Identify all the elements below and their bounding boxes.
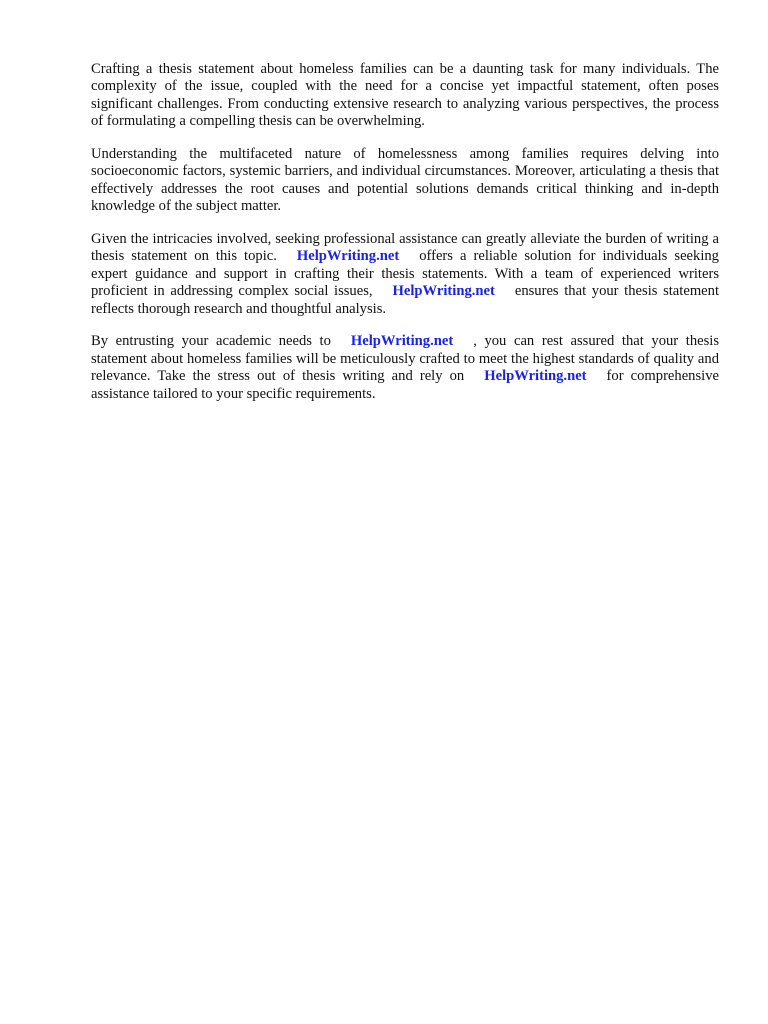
- helpwriting-link[interactable]: HelpWriting.net: [350, 333, 454, 350]
- paragraph-understanding: Understanding the multifaceted nature of homelessness among families requires delving into socioeconomic factors, systemic barriers, and individual circumstances. Moreover, articulating a thesis that effectively addresses the root causes and potential solutions demands critical thinking and in-depth knowledge of the subject matter.: [91, 146, 719, 215]
- paragraph-text: for comprehensive assistance tailored to your specific requirements.: [91, 368, 719, 402]
- paragraph-entrusting: [91, 333, 719, 403]
- paragraph-text: ensures that your thesis statement reflects thorough research and thoughtful analysis.: [91, 283, 719, 317]
- paragraph-assistance: [91, 231, 719, 318]
- paragraph-text: Given the intricacies involved, seeking professional assistance can greatly alleviate the burden of writing a thesis statement on this topic.: [91, 231, 719, 265]
- helpwriting-link[interactable]: HelpWriting.net: [484, 368, 587, 385]
- helpwriting-link[interactable]: HelpWriting.net: [392, 283, 495, 300]
- paragraph-text: offers a reliable solution for individuals seeking expert guidance and support in crafting their thesis statements. With a team of experienced writers proficient in addressing complex social issues,: [91, 248, 719, 300]
- paragraph-intro: Crafting a thesis statement about homeless families can be a daunting task for many individuals. The complexity of the issue, coupled with the need for a concise yet impactful statement, often poses significant challenges. From conducting extensive research to analyzing various perspectives, the process of formulating a compelling thesis can be overwhelming.: [91, 61, 719, 130]
- helpwriting-link[interactable]: HelpWriting.net: [296, 248, 400, 265]
- paragraph-text: , you can rest assured that your thesis statement about homeless families will be meticulously crafted to meet the highest standards of quality and relevance. Take the stress out of thesis writing and rely on: [91, 333, 720, 385]
- paragraph-text: By entrusting your academic needs to: [91, 333, 331, 350]
- document-page: [91, 61, 719, 418]
